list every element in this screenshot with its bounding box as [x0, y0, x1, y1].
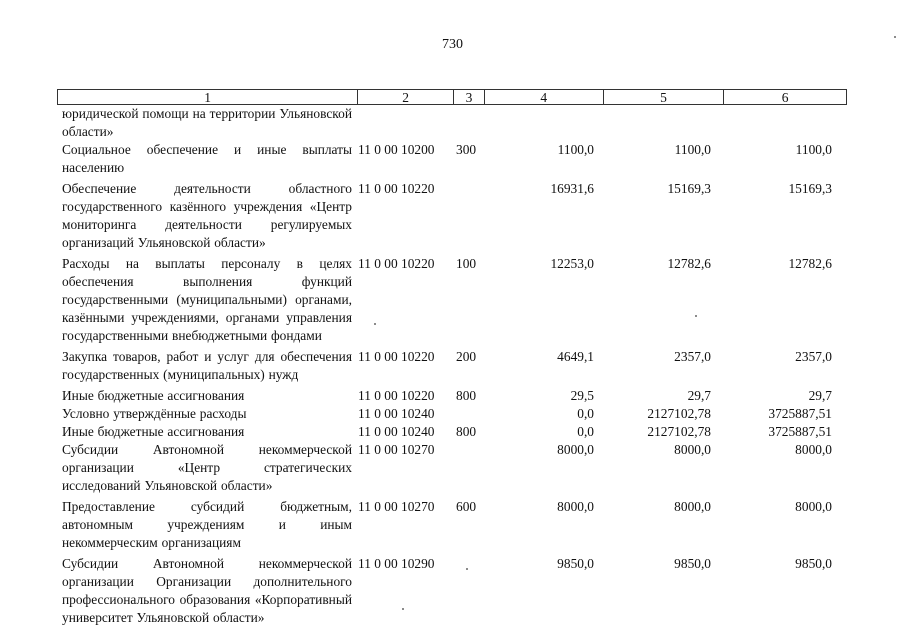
row-value-col6: 3725887,51	[768, 424, 832, 439]
table-row	[62, 555, 852, 627]
row-expense-type	[456, 405, 490, 423]
row-code: 11 0 00 10270	[358, 442, 435, 457]
row-expense-type: 100	[456, 256, 477, 271]
column-header-3: 3	[454, 90, 485, 104]
row-value-col5: 29,7	[687, 388, 711, 403]
row-value-col6: 12782,6	[788, 256, 832, 271]
row-value-col4: 12253,0	[550, 256, 594, 271]
row-code: 11 0 00 10220	[358, 388, 435, 403]
table-row	[62, 423, 852, 441]
row-name: юридической помощи на территории Ульяновской области»	[62, 106, 352, 139]
row-name: Иные бюджетные ассигнования	[62, 388, 245, 403]
table-row	[62, 141, 852, 177]
row-name: Социальное обеспечение и иные выплаты населению	[62, 142, 352, 175]
row-value-col4: 9850,0	[557, 556, 594, 571]
row-expense-type: 300	[456, 142, 477, 157]
row-value-col6: 8000,0	[795, 442, 832, 457]
row-value-col4: 1100,0	[557, 142, 594, 157]
scan-speck	[466, 568, 468, 570]
table-row	[62, 387, 852, 405]
row-expense-type	[456, 180, 490, 252]
scan-speck	[695, 315, 697, 317]
row-value-col4: 4649,1	[557, 349, 594, 364]
row-value-col5: 15169,3	[667, 181, 711, 196]
row-value-col4	[490, 105, 594, 141]
row-expense-type	[456, 441, 490, 495]
row-value-col6: 1100,0	[795, 142, 832, 157]
row-value-col5: 2127102,78	[647, 406, 711, 421]
row-code	[352, 105, 456, 141]
row-name: Обеспечение деятельности областного государственного казённого учреждения «Центр мониторинга деятельности регулируемых организаций Ульяновской области»	[62, 181, 352, 250]
row-value-col5: 12782,6	[667, 256, 711, 271]
row-expense-type: 200	[456, 349, 477, 364]
row-value-col5: 1100,0	[674, 142, 711, 157]
row-name: Расходы на выплаты персоналу в целях обеспечения выполнения функций государственными (муниципальными) органами, казёнными учреждениями, органами управления государственными внебюджетными фондами	[62, 256, 352, 343]
row-value-col6: 9850,0	[795, 556, 832, 571]
row-value-col5: 8000,0	[674, 442, 711, 457]
row-code: 11 0 00 10290	[358, 556, 435, 571]
page-number: 730	[442, 37, 463, 52]
row-code: 11 0 00 10220	[358, 181, 435, 196]
table-row	[62, 180, 852, 252]
row-expense-type: 800	[456, 424, 477, 439]
table-row	[62, 405, 852, 423]
row-value-col6: 29,7	[808, 388, 832, 403]
row-name: Предоставление субсидий бюджетным, автономным учреждениям и иным некоммерческим организациям	[62, 499, 352, 550]
table-row	[62, 498, 852, 552]
row-name: Закупка товаров, работ и услуг для обеспечения государственных (муниципальных) нужд	[62, 349, 352, 382]
scan-speck	[374, 323, 376, 325]
row-name: Иные бюджетные ассигнования	[62, 424, 245, 439]
column-header-2: 2	[358, 90, 454, 104]
table-body	[62, 105, 852, 627]
row-value-col4: 0,0	[577, 424, 594, 439]
row-value-col5: 8000,0	[674, 499, 711, 514]
table-row	[62, 348, 852, 384]
row-expense-type	[456, 105, 490, 141]
row-value-col6: 3725887,51	[768, 406, 832, 421]
row-value-col6: 2357,0	[795, 349, 832, 364]
row-name: Субсидии Автономной некоммерческой организации «Центр стратегических исследований Ульяновской области»	[62, 442, 352, 493]
scan-speck	[894, 36, 896, 38]
row-value-col4: 29,5	[570, 388, 594, 403]
row-expense-type	[456, 555, 490, 627]
column-header-1: 1	[58, 90, 358, 104]
row-value-col4: 0,0	[577, 406, 594, 421]
row-code: 11 0 00 10220	[358, 349, 435, 364]
row-value-col6	[711, 105, 832, 141]
row-value-col6: 15169,3	[788, 181, 832, 196]
column-header-6: 6	[781, 90, 789, 105]
row-value-col5: 9850,0	[674, 556, 711, 571]
row-code: 11 0 00 10220	[358, 256, 435, 271]
row-value-col4: 8000,0	[557, 442, 594, 457]
table-row	[62, 255, 852, 345]
table-row	[62, 441, 852, 495]
column-header-4: 4	[485, 90, 604, 104]
row-value-col5: 2357,0	[674, 349, 711, 364]
row-code: 11 0 00 10240	[358, 424, 435, 439]
row-value-col5: 2127102,78	[647, 424, 711, 439]
row-value-col4: 8000,0	[557, 499, 594, 514]
row-expense-type: 800	[456, 388, 477, 403]
row-value-col5	[594, 105, 711, 141]
row-value-col4: 16931,6	[550, 181, 594, 196]
scan-speck	[402, 608, 404, 610]
row-code: 11 0 00 10200	[358, 142, 435, 157]
row-name: Субсидии Автономной некоммерческой организации Организации дополнительного профессионального образования «Корпоративный университет Ульяновской области»	[62, 556, 352, 625]
column-header-5: 5	[604, 90, 725, 104]
table-row	[62, 105, 852, 141]
row-value-col6: 8000,0	[795, 499, 832, 514]
row-code: 11 0 00 10240	[358, 406, 435, 421]
row-expense-type: 600	[456, 499, 477, 514]
table-header	[57, 89, 847, 105]
row-code: 11 0 00 10270	[358, 499, 435, 514]
row-name: Условно утверждённые расходы	[62, 406, 247, 421]
